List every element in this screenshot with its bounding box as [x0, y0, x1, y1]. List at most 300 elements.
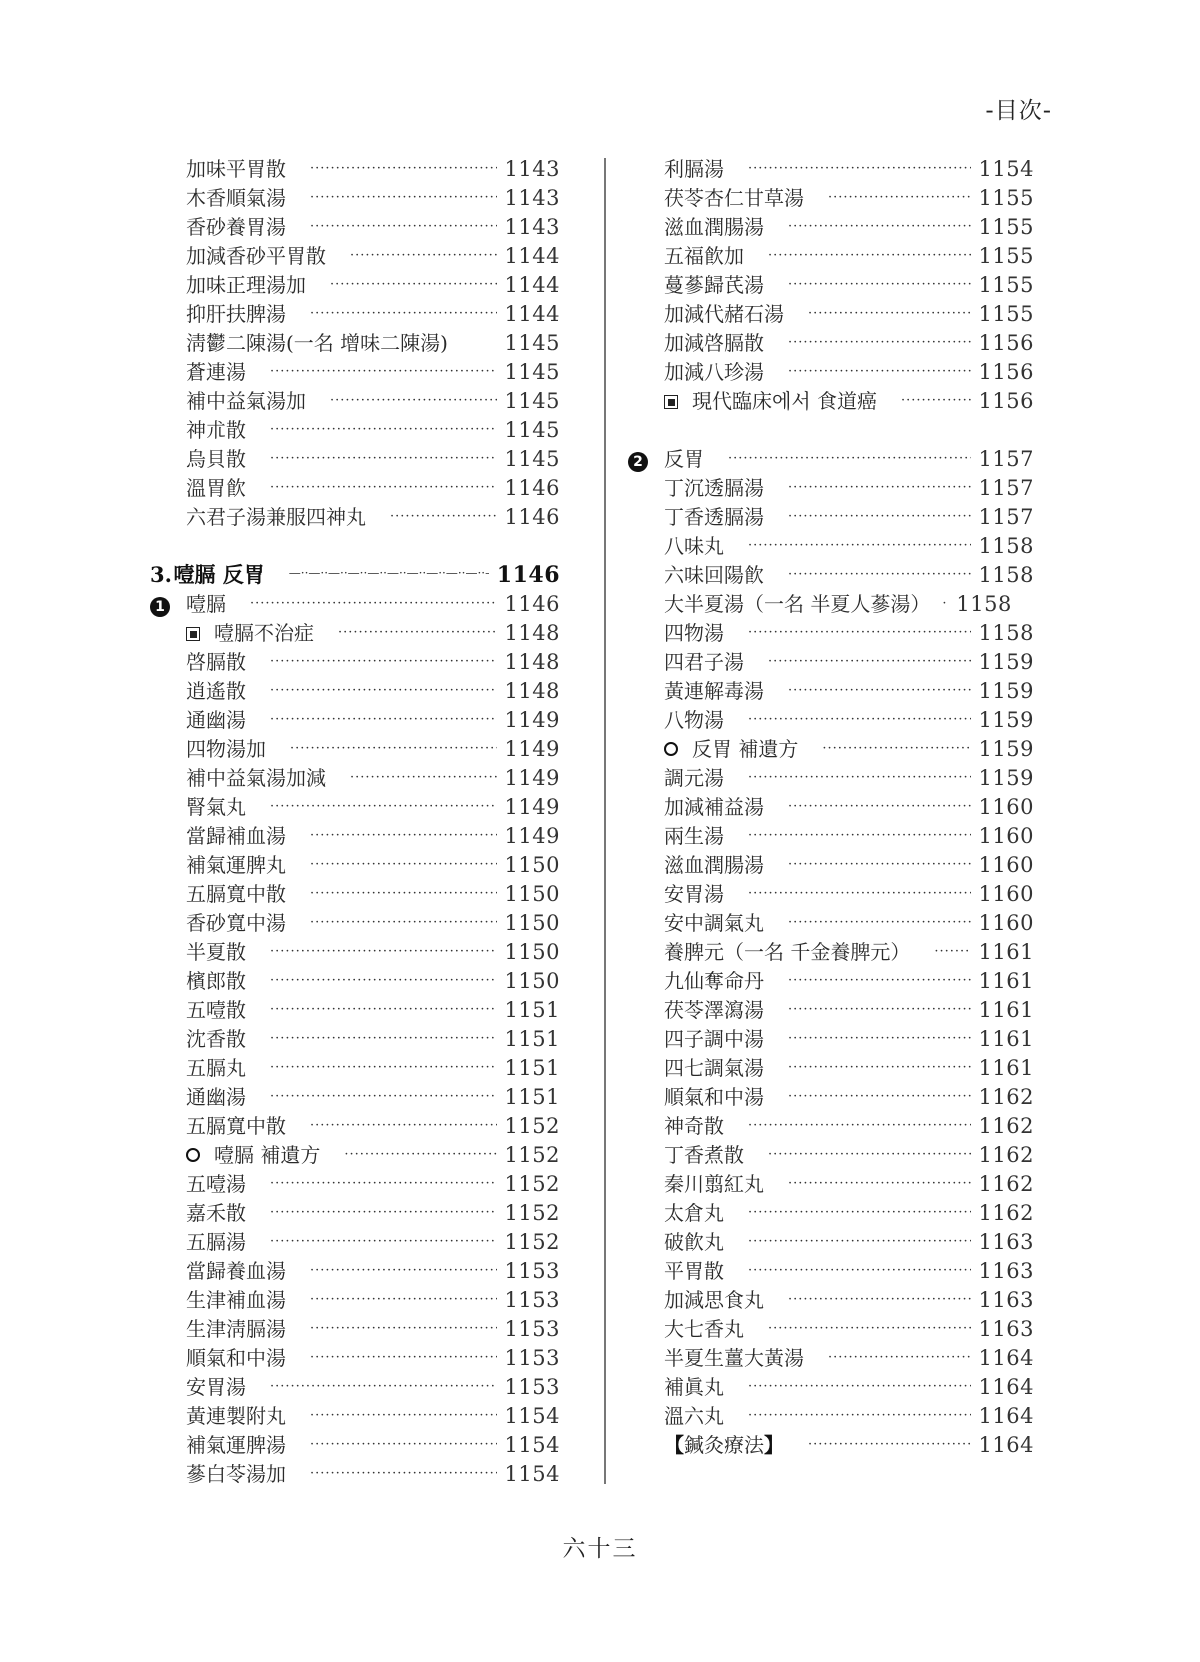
entry-label — [150, 501, 366, 530]
toc-entry[interactable] — [150, 617, 560, 646]
entry-label — [628, 936, 910, 965]
entry-text: 啓膈散 — [186, 650, 246, 674]
toc-entry[interactable] — [150, 153, 560, 182]
toc-entry[interactable] — [150, 936, 560, 965]
toc-entry[interactable] — [150, 820, 560, 849]
entry-text: 加味平胃散 — [186, 157, 286, 181]
page-ref: 1145 — [504, 389, 560, 413]
toc-entry[interactable] — [628, 791, 1034, 820]
leader-dots — [270, 1379, 497, 1394]
entry-label — [628, 327, 764, 356]
entry-text: 六君子湯兼服四神丸 — [186, 505, 366, 529]
toc-entry[interactable] — [628, 1284, 1034, 1313]
toc-entry[interactable] — [628, 1255, 1034, 1284]
leader-dots — [330, 277, 497, 292]
entry-label — [150, 1429, 286, 1458]
page-ref: 1145 — [504, 418, 560, 442]
leader-dots — [901, 393, 971, 408]
leader-dots — [344, 1147, 496, 1162]
entry-text: 生津補血湯 — [186, 1288, 286, 1312]
entry-label — [150, 878, 286, 907]
entry-text: 加減思食丸 — [664, 1288, 764, 1312]
page-ref: 1163 — [978, 1259, 1034, 1283]
page-ref: 1146 — [504, 505, 560, 529]
leader-dots — [310, 306, 497, 321]
marker — [628, 447, 664, 472]
page-ref: 1162 — [978, 1143, 1034, 1167]
leader-dots — [310, 190, 497, 205]
entry-text: 半夏散 — [186, 940, 246, 964]
page-ref: 1164 — [978, 1404, 1034, 1428]
toc-entry[interactable] — [628, 501, 1034, 530]
entry-text: 黃連解毒湯 — [664, 679, 764, 703]
toc-entry[interactable] — [150, 472, 560, 501]
page-ref: 1156 — [978, 360, 1034, 384]
entry-text: 加味正理湯加 — [186, 273, 306, 297]
toc-entry[interactable] — [628, 675, 1034, 704]
leader-dots — [290, 741, 497, 756]
entry-text: 安中調氣丸 — [664, 911, 764, 935]
entry-text: 丁香煮散 — [664, 1143, 744, 1167]
entry-label — [628, 1313, 744, 1342]
page-ref: 1158 — [956, 592, 1012, 616]
entry-label — [628, 211, 764, 240]
toc-entry[interactable] — [150, 675, 560, 704]
entry-text: 當歸養血湯 — [186, 1259, 286, 1283]
entry-label — [628, 675, 764, 704]
entry-label — [150, 472, 246, 501]
entry-label — [150, 965, 246, 994]
entry-text: 四物湯 — [664, 621, 724, 645]
toc-entry[interactable] — [150, 1110, 560, 1139]
page-ref: 1163 — [978, 1317, 1034, 1341]
leader-dots — [270, 712, 497, 727]
leader-dots — [310, 1321, 497, 1336]
toc-entry[interactable] — [628, 1052, 1034, 1081]
entry-text: 沈香散 — [186, 1027, 246, 1051]
page-ref: 1152 — [504, 1230, 560, 1254]
toc-entry[interactable] — [150, 704, 560, 733]
toc-entry[interactable] — [150, 1226, 560, 1255]
entry-label — [150, 269, 306, 298]
entry-label — [150, 298, 286, 327]
ring-bullet-icon — [186, 1148, 200, 1162]
entry-label — [628, 240, 744, 269]
leader-dots — [310, 1118, 497, 1133]
toc-entry[interactable] — [628, 646, 1034, 675]
leader-dots — [768, 1147, 971, 1162]
entry-label — [628, 1052, 764, 1081]
entry-label — [628, 646, 744, 675]
page-ref: 1162 — [978, 1085, 1034, 1109]
entry-text: 淸鬱二陳湯(一名 增味二陳湯) — [186, 331, 448, 355]
entry-text: 腎氣丸 — [186, 795, 246, 819]
page-ref: 1158 — [978, 563, 1034, 587]
entry-text: 四物湯加 — [186, 737, 266, 761]
square-bullet-icon — [664, 395, 678, 409]
toc-entry[interactable] — [628, 1313, 1034, 1342]
toc-entry[interactable] — [628, 1023, 1034, 1052]
toc-entry[interactable] — [628, 1081, 1034, 1110]
leader-dots — [310, 857, 497, 872]
toc-entry[interactable] — [628, 762, 1034, 791]
toc-entry[interactable] — [628, 704, 1034, 733]
page-ref: 1146 — [504, 592, 560, 616]
entry-label — [150, 1168, 246, 1197]
entry-label — [628, 965, 764, 994]
page-ref: 1160 — [978, 911, 1034, 935]
toc-entry[interactable] — [150, 327, 560, 356]
entry-text: 丁沉透膈湯 — [664, 476, 764, 500]
toc-entry[interactable] — [150, 1052, 560, 1081]
entry-label — [150, 356, 246, 385]
toc-entry[interactable] — [628, 733, 1034, 762]
page-ref: 1150 — [504, 911, 560, 935]
toc-entry[interactable] — [150, 1371, 560, 1400]
entry-label — [628, 588, 930, 617]
page-ref: 1161 — [978, 940, 1034, 964]
entry-text: 香砂寬中湯 — [186, 911, 286, 935]
leader-dots — [788, 683, 971, 698]
page-number: 六十三 — [562, 1536, 638, 1562]
entry-text: 檳郎散 — [186, 969, 246, 993]
toc-entry[interactable] — [628, 588, 1034, 617]
entry-text: 噎膈 補遺方 — [214, 1143, 321, 1167]
entry-label — [150, 675, 246, 704]
entry-label — [628, 1284, 764, 1313]
toc-entry[interactable] — [150, 385, 560, 414]
toc-entry[interactable] — [628, 443, 1034, 472]
toc-entry[interactable] — [150, 849, 560, 878]
entry-label — [628, 1023, 764, 1052]
entry-text: 加減香砂平胃散 — [186, 244, 326, 268]
leader-dots — [310, 828, 497, 843]
toc-entry[interactable] — [628, 1139, 1034, 1168]
entry-text: 順氣和中湯 — [186, 1346, 286, 1370]
toc-entry[interactable] — [150, 1342, 560, 1371]
entry-label — [628, 994, 764, 1023]
entry-label — [150, 1284, 286, 1313]
toc-entry[interactable] — [628, 1168, 1034, 1197]
page-ref: 1161 — [978, 1027, 1034, 1051]
toc-entry[interactable] — [628, 530, 1034, 559]
leader-dots — [822, 741, 970, 756]
entry-text: 滋血潤腸湯 — [664, 215, 764, 239]
marker — [150, 592, 186, 617]
entry-text: 五噎湯 — [186, 1172, 246, 1196]
leader-dots — [748, 1379, 971, 1394]
entry-label — [664, 385, 877, 414]
toc-entry[interactable] — [628, 1226, 1034, 1255]
entry-text: 八物湯 — [664, 708, 724, 732]
leader-dots — [788, 799, 971, 814]
entry-label — [150, 849, 286, 878]
toc-entry[interactable] — [628, 298, 1034, 327]
leader-dots — [390, 509, 497, 524]
page-ref: 1161 — [978, 998, 1034, 1022]
entry-label — [150, 994, 246, 1023]
entry-text: 利膈湯 — [664, 157, 724, 181]
entry-text: 嘉禾散 — [186, 1201, 246, 1225]
toc-entry[interactable] — [150, 269, 560, 298]
entry-label — [173, 559, 264, 589]
entry-text: 大七香丸 — [664, 1317, 744, 1341]
entry-label — [628, 530, 724, 559]
leader-dots — [788, 364, 971, 379]
entry-label — [664, 1429, 784, 1458]
leader-dots — [728, 451, 971, 466]
leader-dots — [788, 1002, 971, 1017]
page-ref: 1152 — [504, 1143, 560, 1167]
page-ref: 1148 — [504, 650, 560, 674]
toc-entry[interactable] — [628, 1429, 1034, 1458]
page-ref: 1145 — [504, 447, 560, 471]
leader-dots — [270, 1089, 497, 1104]
toc-entry[interactable] — [150, 762, 560, 791]
page-ref: 1148 — [504, 621, 560, 645]
square-bullet-icon — [186, 627, 200, 641]
toc-entry[interactable] — [628, 936, 1034, 965]
toc-entry[interactable] — [150, 356, 560, 385]
entry-label — [628, 1168, 764, 1197]
leader-dots — [310, 886, 497, 901]
toc-entry[interactable] — [150, 1197, 560, 1226]
entry-text: 安胃湯 — [186, 1375, 246, 1399]
entry-text: 補氣運脾丸 — [186, 853, 286, 877]
leader-dots — [788, 1176, 971, 1191]
leader-dots — [250, 596, 497, 611]
page-ref: 1153 — [504, 1288, 560, 1312]
toc-entry[interactable] — [628, 994, 1034, 1023]
toc-entry[interactable] — [628, 559, 1034, 588]
toc-spacer — [628, 414, 1034, 443]
leader-dots — [748, 1205, 971, 1220]
page-ref: 1163 — [978, 1230, 1034, 1254]
entry-text: 五膈湯 — [186, 1230, 246, 1254]
toc-entry[interactable] — [150, 1429, 560, 1458]
entry-text: 四子調中湯 — [664, 1027, 764, 1051]
page-ref: 1143 — [504, 186, 560, 210]
entry-label — [664, 733, 798, 762]
entry-label — [150, 1255, 286, 1284]
entry-label — [628, 1197, 724, 1226]
toc-entry[interactable] — [150, 1139, 560, 1168]
entry-label — [150, 1197, 246, 1226]
page-ref: 1143 — [504, 215, 560, 239]
toc-entry[interactable] — [150, 1255, 560, 1284]
leader-dots — [788, 857, 971, 872]
page-ref: 1160 — [978, 882, 1034, 906]
toc-entry[interactable] — [628, 965, 1034, 994]
toc-spacer — [150, 530, 560, 559]
toc-left-column — [150, 153, 560, 1487]
entry-label — [628, 1342, 804, 1371]
toc-entry[interactable] — [150, 1458, 560, 1487]
leader-dots — [748, 770, 971, 785]
entry-text: 丁香透膈湯 — [664, 505, 764, 529]
page-ref: 1156 — [978, 389, 1034, 413]
toc-entry[interactable] — [628, 1197, 1034, 1226]
toc-entry[interactable] — [150, 878, 560, 907]
entry-label — [150, 1081, 246, 1110]
toc-entry[interactable] — [150, 240, 560, 269]
toc-entry[interactable] — [150, 733, 560, 762]
entry-label — [628, 559, 764, 588]
leader-dots — [270, 654, 497, 669]
toc-entry[interactable] — [628, 907, 1034, 936]
entry-text: 五膈丸 — [186, 1056, 246, 1080]
toc-entry[interactable] — [628, 182, 1034, 211]
page-ref: 1150 — [504, 969, 560, 993]
leader-dots — [310, 1408, 497, 1423]
toc-entry[interactable] — [150, 298, 560, 327]
toc-entry[interactable] — [628, 1400, 1034, 1429]
entry-label — [664, 443, 704, 472]
leader-dots — [748, 538, 971, 553]
leader-dots — [788, 1031, 971, 1046]
entry-label — [628, 878, 724, 907]
page-ref: 1151 — [504, 998, 560, 1022]
toc-entry[interactable] — [628, 1342, 1034, 1371]
entry-text: 五福飮加 — [664, 244, 744, 268]
leader-dots — [270, 973, 497, 988]
toc-entry[interactable] — [628, 153, 1034, 182]
entry-text: 平胃散 — [664, 1259, 724, 1283]
entry-label — [628, 1371, 724, 1400]
page-ref: 1154 — [504, 1433, 560, 1457]
entry-text: 四七調氣湯 — [664, 1056, 764, 1080]
leader-dots — [270, 1205, 497, 1220]
entry-label — [150, 443, 246, 472]
toc-entry[interactable] — [150, 588, 560, 617]
entry-text: 當歸補血湯 — [186, 824, 286, 848]
page-ref: 1154 — [504, 1404, 560, 1428]
toc-entry[interactable] — [150, 965, 560, 994]
running-head: -目次- — [985, 98, 1052, 124]
page-ref: 1158 — [978, 621, 1034, 645]
entry-text: 蔘白苓湯加 — [186, 1462, 286, 1486]
leader-dots — [270, 364, 497, 379]
entry-label — [150, 385, 306, 414]
page-ref: 1151 — [504, 1027, 560, 1051]
toc-entry[interactable] — [150, 1284, 560, 1313]
entry-text: 大半夏湯（一名 半夏人蔘湯） — [664, 592, 931, 616]
leader-dots — [768, 654, 971, 669]
toc-section-heading[interactable] — [150, 559, 560, 588]
toc-entry[interactable] — [628, 472, 1034, 501]
entry-text: 五膈寬中散 — [186, 1114, 286, 1138]
toc-entry[interactable] — [150, 646, 560, 675]
page-ref: 1154 — [978, 157, 1034, 181]
entry-text: 破飮丸 — [664, 1230, 724, 1254]
page-ref: 1164 — [978, 1375, 1034, 1399]
leader-dots — [788, 480, 971, 495]
entry-text: 烏貝散 — [186, 447, 246, 471]
page-ref: 1143 — [504, 157, 560, 181]
toc-entry[interactable] — [628, 385, 1034, 414]
toc-entry[interactable] — [628, 356, 1034, 385]
toc-entry[interactable] — [628, 820, 1034, 849]
leader-dots — [808, 306, 971, 321]
entry-text: 茯苓澤瀉湯 — [664, 998, 764, 1022]
toc-entry[interactable] — [628, 1110, 1034, 1139]
toc-entry[interactable] — [628, 849, 1034, 878]
toc-entry[interactable] — [150, 211, 560, 240]
page-ref: 1162 — [978, 1172, 1034, 1196]
entry-label — [150, 704, 246, 733]
entry-label — [628, 1255, 724, 1284]
page-ref: 1145 — [504, 360, 560, 384]
entry-text: 抑肝扶脾湯 — [186, 302, 286, 326]
toc-entry[interactable] — [150, 1168, 560, 1197]
entry-text: 補中益氣湯加 — [186, 389, 306, 413]
entry-label — [628, 1139, 744, 1168]
entry-label — [186, 1139, 320, 1168]
page-ref: 1159 — [978, 650, 1034, 674]
leader-dots — [808, 1437, 971, 1452]
page-ref: 1153 — [504, 1317, 560, 1341]
page-ref: 1164 — [978, 1346, 1034, 1370]
toc-entry[interactable] — [628, 240, 1034, 269]
entry-text: 蒼連湯 — [186, 360, 246, 384]
toc-entry[interactable] — [150, 1313, 560, 1342]
page-ref: 1152 — [504, 1114, 560, 1138]
leader-dots — [350, 248, 497, 263]
entry-label — [628, 849, 764, 878]
leader-dots — [748, 1408, 971, 1423]
entry-text: 茯苓杏仁甘草湯 — [664, 186, 804, 210]
entry-text: 補氣運脾湯 — [186, 1433, 286, 1457]
page-ref: 1149 — [504, 766, 560, 790]
leader-dots — [310, 1263, 497, 1278]
leader-dots — [748, 1263, 971, 1278]
toc-entry[interactable] — [628, 878, 1034, 907]
page-ref: 1149 — [504, 708, 560, 732]
leader-dots — [748, 625, 971, 640]
toc-entry[interactable] — [150, 1400, 560, 1429]
page-ref: 1157 — [978, 505, 1034, 529]
toc-entry[interactable] — [150, 791, 560, 820]
page-ref: 1164 — [978, 1433, 1034, 1457]
toc-entry[interactable] — [628, 1371, 1034, 1400]
toc-entry[interactable] — [150, 1023, 560, 1052]
toc-entry[interactable] — [150, 443, 560, 472]
entry-label — [150, 1313, 286, 1342]
toc-entry[interactable] — [628, 211, 1034, 240]
toc-entry[interactable] — [150, 907, 560, 936]
leader-dots — [270, 1031, 497, 1046]
toc-entry[interactable] — [628, 327, 1034, 356]
entry-label — [150, 646, 246, 675]
toc-entry[interactable] — [628, 617, 1034, 646]
entry-text: 太倉丸 — [664, 1201, 724, 1225]
toc-entry[interactable] — [150, 501, 560, 530]
toc-entry[interactable] — [628, 269, 1034, 298]
toc-entry[interactable] — [150, 994, 560, 1023]
leader-dots — [310, 1466, 497, 1481]
page-ref: 1144 — [504, 244, 560, 268]
toc-entry[interactable] — [150, 414, 560, 443]
leader-dots — [270, 1002, 497, 1017]
entry-text: 溫六丸 — [664, 1404, 724, 1428]
toc-entry[interactable] — [150, 1081, 560, 1110]
leader-dots — [270, 944, 497, 959]
toc-entry[interactable] — [150, 182, 560, 211]
entry-text: 逍遙散 — [186, 679, 246, 703]
entry-text: 噎膈不治症 — [214, 621, 314, 645]
entry-text: 反胃 補遺方 — [692, 737, 799, 761]
entry-label — [628, 907, 764, 936]
